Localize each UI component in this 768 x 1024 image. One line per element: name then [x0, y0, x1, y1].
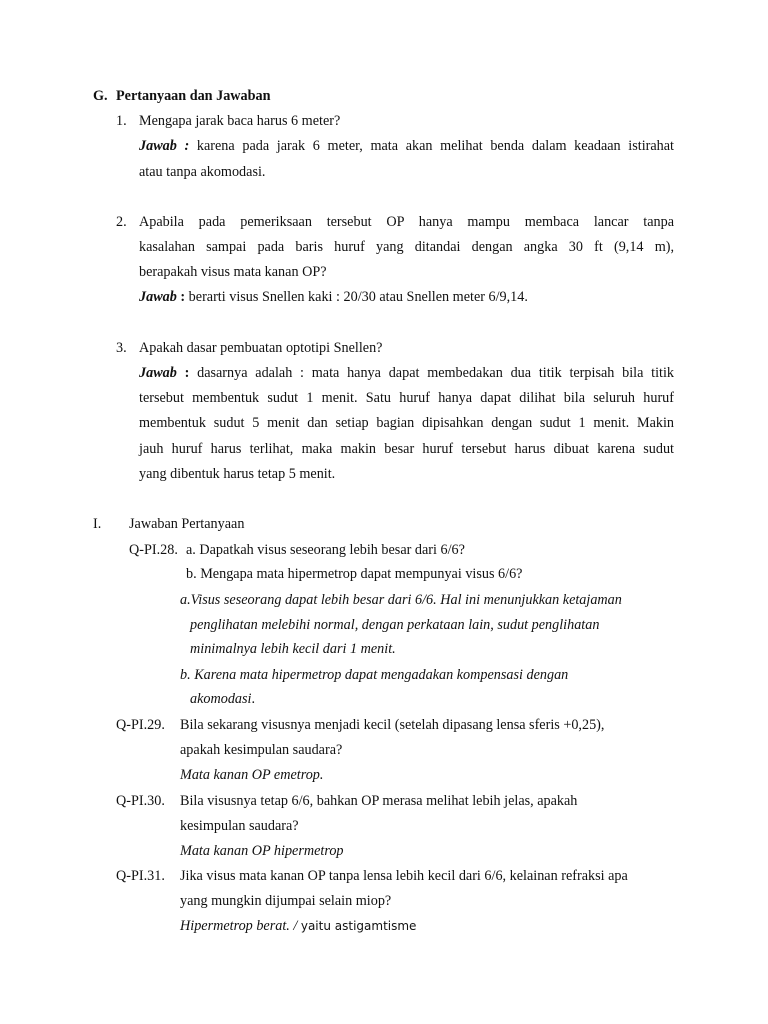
qpi30-code: Q-PI.30.	[116, 793, 165, 809]
q2-line2: kasalahan sampai pada baris huruf yang ditandai dengan angka 30 ft (9,14 m),	[139, 239, 674, 255]
q1-question: Mengapa jarak baca harus 6 meter?	[139, 113, 341, 129]
q3-answer-text: dasarnya adalah : mata hanya dapat membedakan dua titik terpisah bila titik	[197, 365, 674, 381]
q1-number: 1.	[116, 113, 127, 129]
qpi28-answer-b-line2: akomodasi.	[190, 691, 256, 707]
qpi29-answer: Mata kanan OP emetrop.	[180, 767, 324, 783]
q3-answer-line2: tersebut membentuk sudut 1 menit. Satu huruf hanya dapat dilihat bila seluruh huruf	[139, 390, 674, 406]
section-i-marker: I.	[93, 516, 102, 532]
qpi30-line1: Bila visusnya tetap 6/6, bahkan OP merasa melihat lebih jelas, apakah	[180, 793, 578, 809]
q1-answer-line1: Jawab : karena pada jarak 6 meter, mata akan melihat benda dalam keadaan istirahat	[139, 138, 675, 154]
qpi28-code: Q-PI.28.	[129, 542, 178, 558]
q3-answer-line1: Jawab : dasarnya adalah : mata hanya dapat membedakan dua titik terpisah bila titik	[139, 365, 674, 381]
qpi28-answer-a-line3: minimalnya lebih kecil dari 1 menit.	[190, 641, 396, 657]
q2-answer: Jawab : berarti visus Snellen kaki : 20/30 atau Snellen meter 6/9,14.	[139, 289, 528, 305]
jawab-label: Jawab	[139, 138, 177, 154]
qpi30-answer: Mata kanan OP hipermetrop	[180, 843, 344, 859]
q1-answer-text: karena pada jarak 6 meter, mata akan melihat benda dalam keadaan istirahat	[196, 138, 675, 154]
q3-number: 3.	[116, 340, 127, 356]
qpi29-line1: Bila sekarang visusnya menjadi kecil (setelah dipasang lensa sferis +0,25),	[180, 717, 605, 733]
q1-answer-line2: atau tanpa akomodasi.	[139, 164, 266, 180]
q3-question: Apakah dasar pembuatan optotipi Snellen?	[139, 340, 383, 356]
q3-answer-line5: yang dibentuk harus tetap 5 menit.	[139, 466, 336, 482]
qpi28-question-b: b. Mengapa mata hipermetrop dapat mempunyai visus 6/6?	[186, 566, 523, 582]
qpi28-answer-b-line1: b. Karena mata hipermetrop dapat mengadakan kompensasi dengan	[180, 667, 569, 683]
section-i-heading: Jawaban Pertanyaan	[129, 516, 245, 532]
q2-answer-text: berarti visus Snellen kaki : 20/30 atau Snellen meter 6/9,14.	[188, 289, 528, 305]
qpi29-code: Q-PI.29.	[116, 717, 165, 733]
qpi31-answer-extra: yaitu astigamtisme	[300, 919, 417, 933]
qpi28-answer-a-line1: a.Visus seseorang dapat lebih besar dari 6/6. Hal ini menunjukkan ketajaman	[180, 592, 622, 608]
q3-answer-line4: jauh huruf harus terlihat, maka makin besar huruf tersebut harus dibuat karena sudut	[139, 441, 674, 457]
q2-line3: berapakah visus mata kanan OP?	[139, 264, 327, 280]
qpi28-answer-a-line2: penglihatan melebihi normal, dengan perkataan lain, sudut penglihatan	[190, 617, 600, 633]
qpi31-answer	[180, 918, 416, 935]
qpi31-answer-italic: Hipermetrop berat. /	[180, 918, 298, 934]
qpi31-line1: Jika visus mata kanan OP tanpa lensa lebih kecil dari 6/6, kelainan refraksi apa	[180, 868, 628, 884]
qpi30-line2: kesimpulan saudara?	[180, 818, 299, 834]
jawab-label: Jawab	[139, 289, 177, 305]
section-g-heading: Pertanyaan dan Jawaban	[116, 88, 271, 104]
q2-line1: Apabila pada pemeriksaan tersebut OP hanya mampu membaca lancar tanpa	[139, 214, 674, 230]
q2-number: 2.	[116, 214, 127, 230]
q3-answer-line3: membentuk sudut 5 menit dan setiap bagian dipisahkan dengan sudut 1 menit. Makin	[139, 415, 674, 431]
jawab-label: Jawab	[139, 365, 177, 381]
qpi31-line2: yang mungkin dijumpai selain miop?	[180, 893, 392, 909]
qpi28-question-a: a. Dapatkah visus seseorang lebih besar dari 6/6?	[186, 542, 465, 558]
qpi29-line2: apakah kesimpulan saudara?	[180, 742, 343, 758]
qpi31-code: Q-PI.31.	[116, 868, 165, 884]
section-g-marker: G.	[93, 88, 108, 104]
